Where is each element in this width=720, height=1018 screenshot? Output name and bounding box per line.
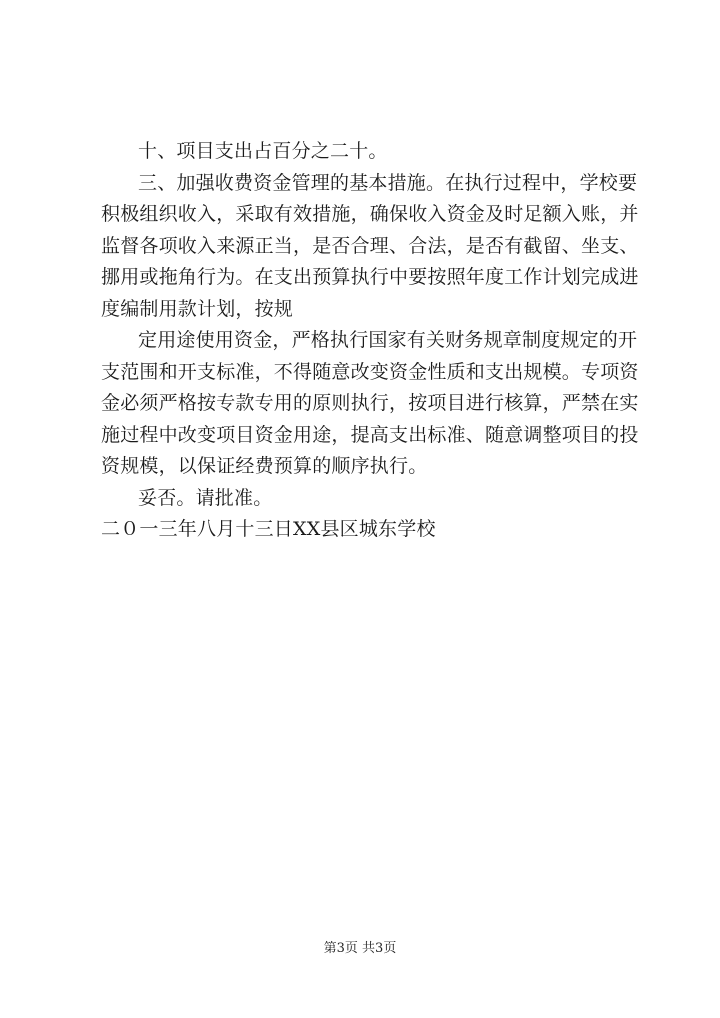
signature-date-line: 二０一三年八月十三日XX县区城东学校 [101,518,436,540]
paragraph-line: 定用途使用资金，严格执行国家有关财务规章制度规定的开 [138,329,638,351]
paragraph-line: 十、项目支出占百分之二十。 [138,140,388,162]
paragraph-line: 监督各项收入来源正当，是否合理、合法，是否有截留、坐支、 [101,234,639,257]
document-body [101,136,658,546]
paragraph-line: 积极组织收入，采取有效措施，确保收入资金及时足额入账，并 [101,203,639,225]
paragraph-line: 支范围和开支标准，不得随意改变资金性质和支出规模。专项资 [101,360,639,383]
paragraph-line: 挪用或拖角行为。在支出预算执行中要按照年度工作计划完成进 [101,266,639,288]
paragraph-line: 妥否。请批准。 [138,486,273,509]
paragraph-line: 资规模，以保证经费预算的顺序执行。 [101,455,428,477]
paragraph-line: 三、加强收费资金管理的基本措施。在执行过程中，学校要 [138,171,638,194]
page-number-footer: 第3页 共3页 [323,941,397,956]
paragraph-line: 施过程中改变项目资金用途，提高支出标准、随意调整项目的投 [101,423,639,446]
paragraph-line: 度编制用款计划，按规 [101,297,294,320]
paragraph-line: 金必须严格按专款专用的原则执行，按项目进行核算，严禁在实 [101,392,639,414]
